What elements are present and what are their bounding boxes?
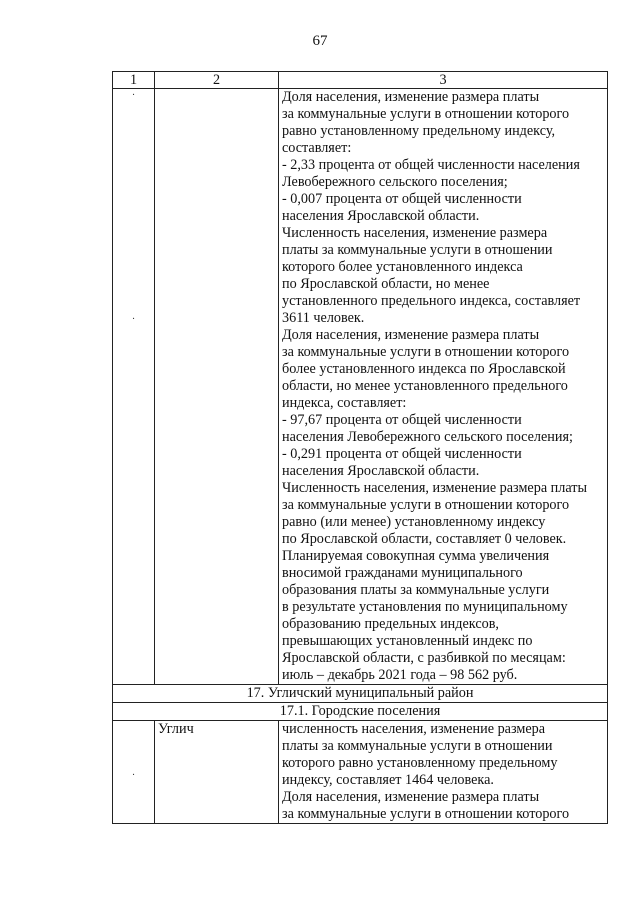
text-line: Левобережного сельского поселения;: [282, 174, 508, 190]
text-line: платы за коммунальные услуги в отношении: [282, 738, 553, 754]
table-row: [113, 721, 608, 824]
text-line: составляет:: [282, 140, 352, 156]
text-line: июль – декабрь 2021 года – 98 562 руб.: [282, 667, 518, 683]
text-line: за коммунальные услуги в отношении которого: [282, 497, 570, 513]
row1-description-cell: [279, 89, 608, 685]
text-line: в результате установления по муниципальному: [282, 599, 568, 615]
text-line: Численность населения, изменение размера: [282, 225, 548, 241]
text-line: по Ярославской области, но менее: [282, 276, 490, 292]
text-line: вносимой гражданами муниципального: [282, 565, 523, 581]
stray-mark: ·: [131, 314, 136, 325]
section-urban-row: [113, 703, 608, 721]
text-line: за коммунальные услуги в отношении которого: [282, 344, 570, 360]
row1-col1-cell: [113, 89, 155, 685]
table-row: [113, 89, 608, 685]
header-cell-2: 2: [155, 72, 279, 89]
stray-mark: ·: [131, 90, 136, 101]
text-line: образования платы за коммунальные услуги: [282, 582, 550, 598]
text-line: равно (или менее) установленному индексу: [282, 514, 546, 530]
text-line: превышающих установленный индекс по: [282, 633, 533, 649]
text-line: населения Левобережного сельского поселения;: [282, 429, 573, 445]
row2-col1-cell: [113, 721, 155, 824]
table-header-row: [113, 72, 608, 89]
text-line: Численность населения, изменение размера платы: [282, 480, 588, 496]
text-line: индексу, составляет 1464 человека.: [282, 772, 494, 788]
row2-settlement-name: Углич: [155, 721, 279, 824]
row1-col2-cell: [155, 89, 279, 685]
text-line: Планируемая совокупная сумма увеличения: [282, 548, 550, 564]
text-line: платы за коммунальные услуги в отношении: [282, 242, 553, 258]
text-line: - 97,67 процента от общей численности: [282, 412, 522, 428]
text-line: численность населения, изменение размера: [282, 721, 546, 737]
page-number: 67: [312, 33, 328, 49]
document-table: [112, 71, 608, 824]
text-line: образованию предельных индексов,: [282, 616, 499, 632]
text-line: Доля населения, изменение размера платы: [282, 789, 540, 805]
row2-description-cell: [279, 721, 608, 824]
text-line: населения Ярославской области.: [282, 208, 480, 224]
section-district-title: 17. Угличский муниципальный район: [113, 685, 608, 703]
text-line: Ярославской области, с разбивкой по месяцам:: [282, 650, 566, 666]
text-line: 3611 человек.: [282, 310, 365, 326]
text-line: области, но менее установленного предельного: [282, 378, 568, 394]
header-cell-1: 1: [113, 72, 155, 89]
header-cell-3: 3: [279, 72, 608, 89]
text-line: за коммунальные услуги в отношении которого: [282, 806, 570, 822]
text-line: Доля населения, изменение размера платы: [282, 89, 540, 105]
text-line: равно установленному предельному индексу,: [282, 123, 556, 139]
text-line: установленного предельного индекса, составляет: [282, 293, 581, 309]
text-line: Доля населения, изменение размера платы: [282, 327, 540, 343]
section-urban-title: 17.1. Городские поселения: [113, 703, 608, 721]
text-line: за коммунальные услуги в отношении которого: [282, 106, 570, 122]
text-line: - 2,33 процента от общей численности населения: [282, 157, 580, 173]
text-line: населения Ярославской области.: [282, 463, 480, 479]
text-line: которого равно установленному предельному: [282, 755, 558, 771]
text-line: - 0,007 процента от общей численности: [282, 191, 522, 207]
text-line: - 0,291 процента от общей численности: [282, 446, 522, 462]
text-line: по Ярославской области, составляет 0 человек.: [282, 531, 567, 547]
text-line: которого более установленного индекса: [282, 259, 523, 275]
text-line: индекса, составляет:: [282, 395, 407, 411]
stray-mark: ·: [131, 770, 136, 781]
section-district-row: [113, 685, 608, 703]
text-line: более установленного индекса по Ярославской: [282, 361, 566, 377]
